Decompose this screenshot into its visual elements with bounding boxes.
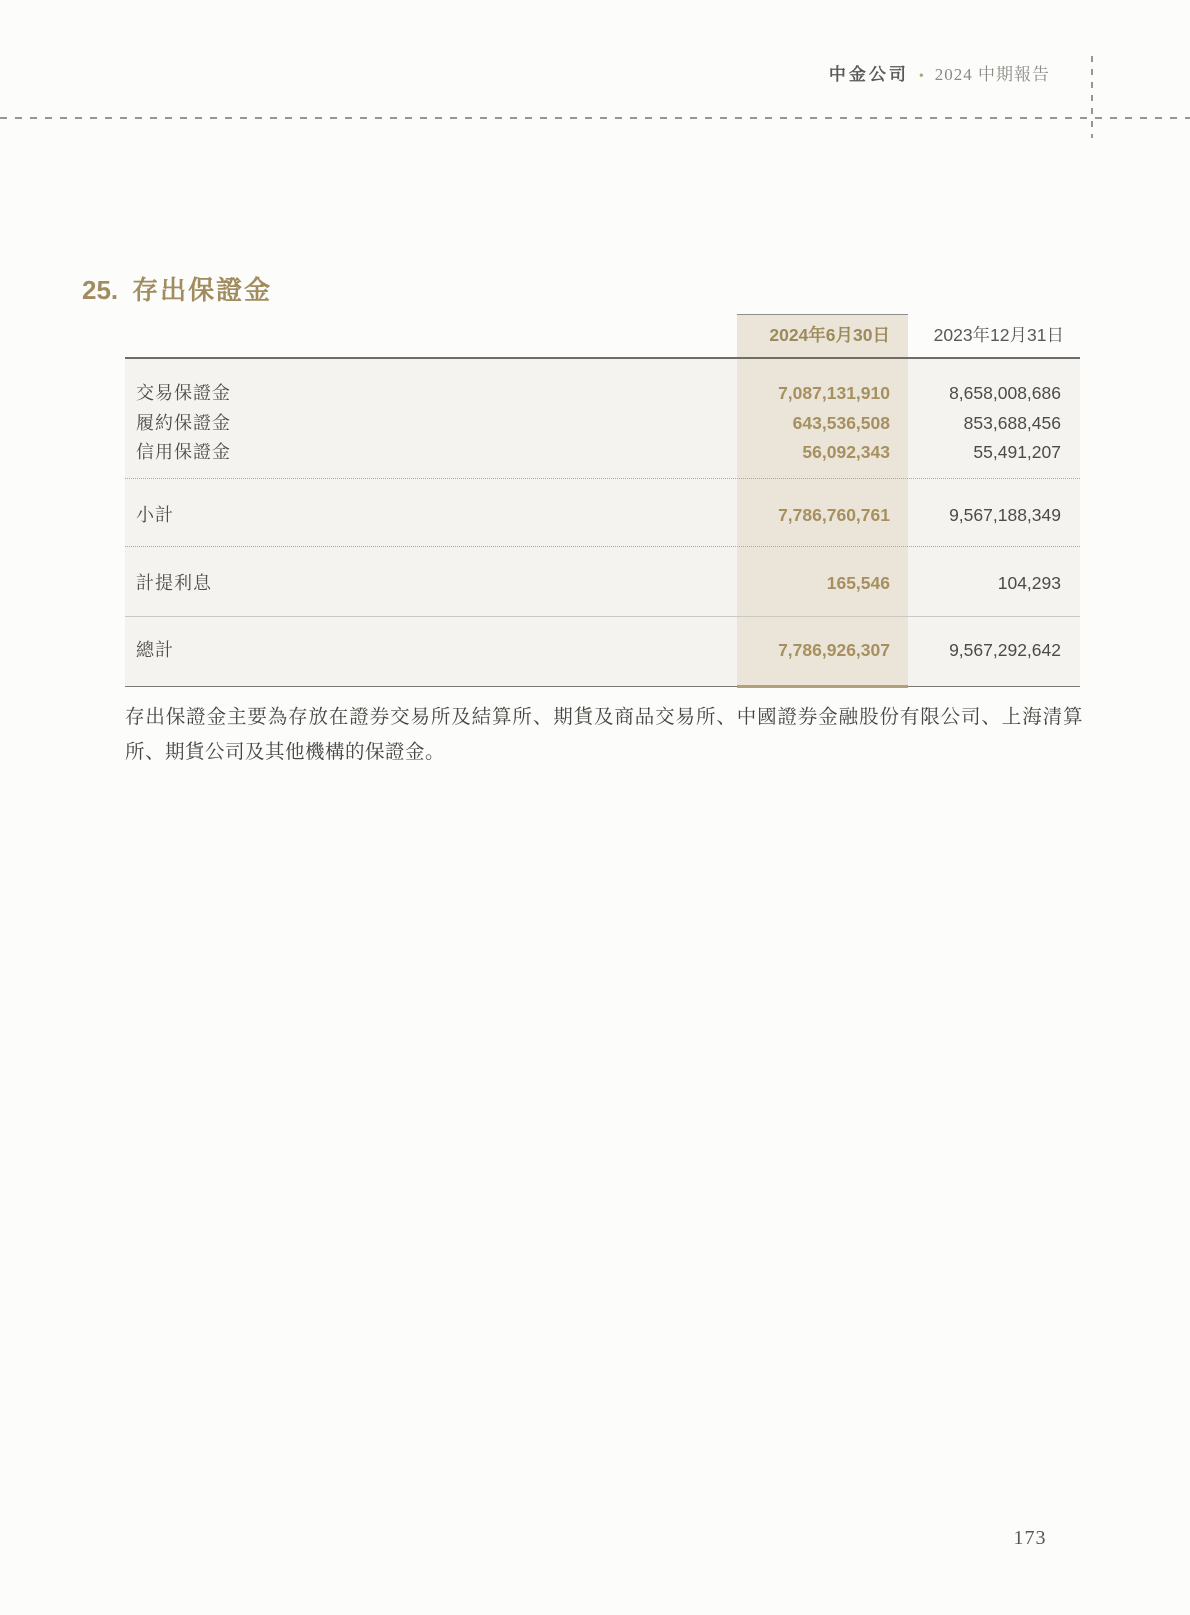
table-row bbox=[125, 437, 1080, 467]
horizontal-dashed-rule bbox=[0, 117, 1190, 119]
table-bottom-rule bbox=[125, 686, 1080, 687]
table-bottom-rule-gold bbox=[737, 685, 908, 688]
interest-row bbox=[125, 568, 1080, 598]
row-label: 總計 bbox=[136, 640, 174, 660]
total-row bbox=[125, 635, 1080, 665]
page-number: 173 bbox=[1013, 1527, 1047, 1549]
table-row bbox=[125, 378, 1080, 408]
row-value-2023: 853,688,456 bbox=[963, 413, 1061, 433]
row-value-2023: 9,567,292,642 bbox=[949, 640, 1061, 660]
document-header bbox=[829, 60, 1050, 85]
header-underline bbox=[125, 357, 1080, 359]
header-bullet-icon: • bbox=[918, 69, 925, 84]
report-title: 2024 中期報告 bbox=[934, 65, 1050, 84]
row-label: 小計 bbox=[136, 505, 174, 525]
row-label: 履約保證金 bbox=[136, 413, 231, 433]
company-name: 中金公司 bbox=[828, 65, 909, 84]
row-value-2024: 7,087,131,910 bbox=[778, 383, 890, 403]
row-value-2024: 7,786,926,307 bbox=[778, 640, 890, 660]
vertical-dashed-rule bbox=[1091, 56, 1093, 138]
row-label: 交易保證金 bbox=[136, 383, 231, 403]
row-value-2024: 165,546 bbox=[826, 573, 890, 593]
subtotal-row bbox=[125, 500, 1080, 530]
column-header-2023: 2023年12月31日 bbox=[933, 325, 1064, 345]
section-number: 25. bbox=[82, 275, 119, 305]
row-label: 計提利息 bbox=[136, 573, 212, 593]
dotted-separator bbox=[125, 478, 1080, 479]
row-value-2024: 643,536,508 bbox=[792, 413, 890, 433]
table-row bbox=[125, 408, 1080, 438]
table-header-row bbox=[125, 319, 1080, 351]
solid-separator bbox=[125, 616, 1080, 617]
row-value-2023: 9,567,188,349 bbox=[949, 505, 1061, 525]
row-label: 信用保證金 bbox=[136, 442, 231, 462]
deposits-table bbox=[125, 305, 1080, 687]
row-value-2023: 8,658,008,686 bbox=[949, 383, 1061, 403]
row-value-2024: 7,786,760,761 bbox=[778, 505, 890, 525]
row-value-2023: 104,293 bbox=[997, 573, 1061, 593]
row-value-2024: 56,092,343 bbox=[802, 442, 890, 462]
footnote-paragraph: 存出保證金主要為存放在證券交易所及結算所、期貨及商品交易所、中國證券金融股份有限公司、上海清算所、期貨公司及其他機構的保證金。 bbox=[125, 706, 1083, 763]
dotted-separator bbox=[125, 546, 1080, 547]
section-title-text: 存出保證金 bbox=[132, 275, 273, 305]
row-value-2023: 55,491,207 bbox=[973, 442, 1061, 462]
column-header-2024: 2024年6月30日 bbox=[769, 325, 890, 345]
section-title bbox=[82, 270, 272, 307]
